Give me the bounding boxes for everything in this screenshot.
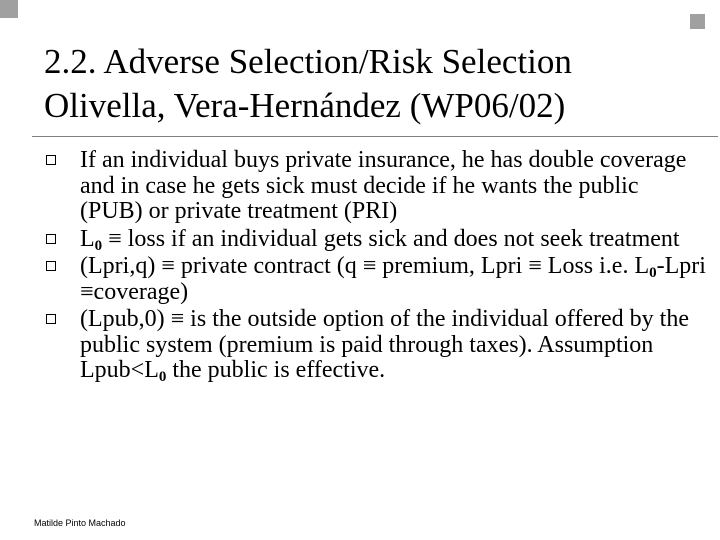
footer-author: Matilde Pinto Machado	[34, 518, 126, 528]
corner-decoration-square	[0, 0, 18, 18]
slide-title-line-2: Olivella, Vera-Hernández (WP06/02)	[44, 86, 566, 125]
subscript-zero: 0	[649, 265, 657, 281]
bullet-item-loss-definition	[46, 227, 706, 253]
bullet-square-icon	[46, 155, 56, 165]
bullet-text-post: ≡ loss if an individual gets sick and does not seek treatment	[102, 225, 680, 252]
corner-decoration-square-small	[690, 14, 705, 29]
bullet-item-private-contract	[46, 254, 706, 305]
bullet-square-icon	[46, 261, 56, 271]
bullet-square-icon	[46, 234, 56, 244]
bullet-text: If an individual buys private insurance, he has double coverage and in case he gets sick must decide if he wants the public (PUB) or private treatment (PRI)	[80, 147, 687, 224]
bullet-text-post: the public is effective.	[166, 357, 386, 383]
bullet-text-pre: L	[80, 225, 95, 252]
bullet-item-outside-option	[46, 307, 706, 384]
subscript-zero: 0	[158, 369, 167, 385]
slide-title-line-1: 2.2. Adverse Selection/Risk Selection	[44, 42, 572, 81]
bullet-item-double-coverage	[46, 148, 706, 225]
slide-title	[44, 40, 572, 128]
bullet-text-post: -Lpri ≡coverage)	[80, 253, 706, 305]
title-divider	[32, 136, 718, 137]
subscript-zero: 0	[94, 237, 103, 254]
bullet-list	[46, 148, 706, 386]
bullet-text-pre: (Lpub,0) ≡ is the outside option of the individual offered by the public system (premium is paid through taxes). Assumption Lpub<L	[80, 306, 689, 383]
bullet-square-icon	[46, 314, 56, 324]
bullet-text-pre: (Lpri,q) ≡ private contract (q ≡ premium, Lpri ≡ Loss i.e. L	[80, 253, 650, 279]
